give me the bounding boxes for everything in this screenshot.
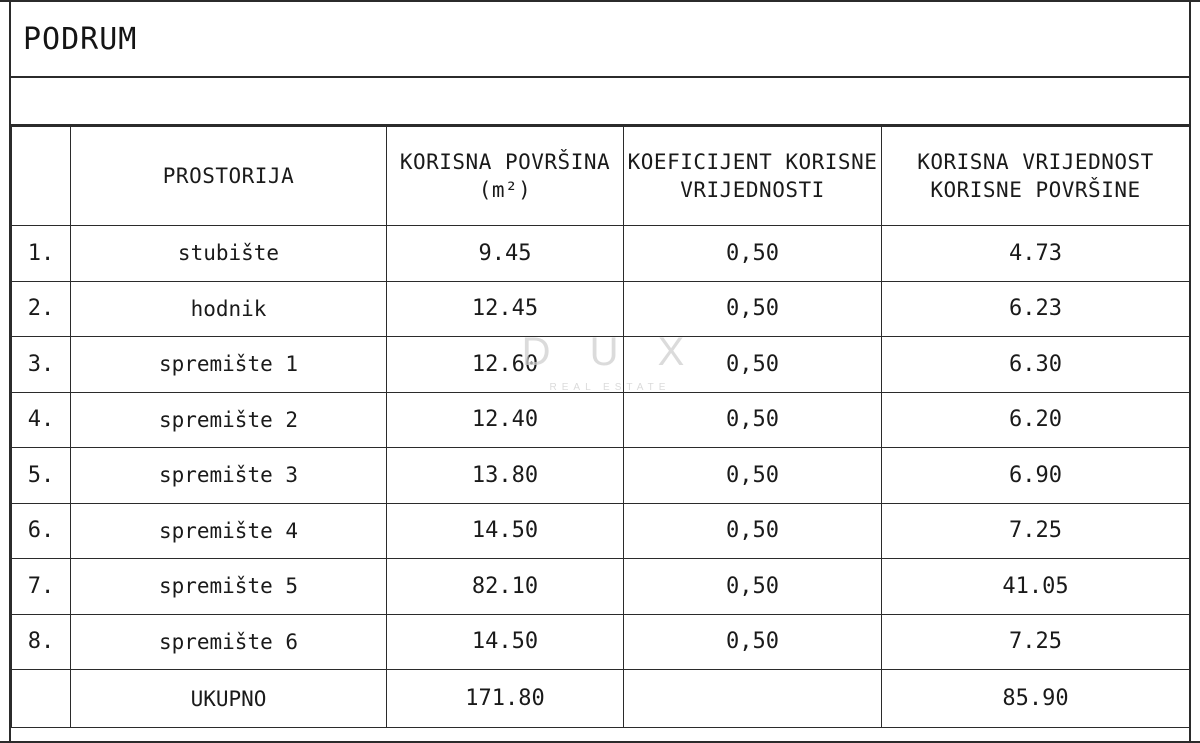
cell-area: 13.80 — [387, 448, 624, 504]
cell-area: 82.10 — [387, 559, 624, 615]
column-header-area-line1: KORISNA POVRŠINA — [399, 149, 611, 174]
table-header-row — [12, 127, 1190, 226]
cell-value: 4.73 — [882, 226, 1190, 282]
cell-index: 2. — [12, 281, 71, 337]
cell-room: spremište 4 — [71, 503, 387, 559]
table-row — [12, 337, 1190, 393]
table-body — [12, 226, 1190, 728]
table-row — [12, 614, 1190, 670]
empty-row — [11, 78, 1189, 126]
table-row — [12, 226, 1190, 282]
cell-value: 41.05 — [882, 559, 1190, 615]
cell-coefficient: 0,50 — [624, 503, 882, 559]
table-row — [12, 503, 1190, 559]
cell-room: spremište 6 — [71, 614, 387, 670]
column-header-coefficient-line1: KOEFICIJENT KORISNE — [627, 149, 878, 174]
cell-value: 6.90 — [882, 448, 1190, 504]
cell-coefficient: 0,50 — [624, 392, 882, 448]
cell-coefficient: 0,50 — [624, 559, 882, 615]
cell-index: 1. — [12, 226, 71, 282]
cell-value: 6.30 — [882, 337, 1190, 393]
cell-value: 7.25 — [882, 503, 1190, 559]
column-header-value-line1: KORISNA VRIJEDNOST — [917, 149, 1154, 174]
cell-area: 12.60 — [387, 337, 624, 393]
cell-area: 14.50 — [387, 503, 624, 559]
cell-value-total: 85.90 — [882, 670, 1190, 728]
cell-area: 12.45 — [387, 281, 624, 337]
table-row — [12, 559, 1190, 615]
column-header-coefficient-line2: VRIJEDNOSTI — [680, 178, 825, 202]
cell-area-total: 171.80 — [387, 670, 624, 728]
table-row — [12, 392, 1190, 448]
cell-index: 4. — [12, 392, 71, 448]
cell-index: 6. — [12, 503, 71, 559]
cell-value: 6.23 — [882, 281, 1190, 337]
cell-room: hodnik — [71, 281, 387, 337]
cell-index: 3. — [12, 337, 71, 393]
table-row — [12, 448, 1190, 504]
cell-room-total: UKUPNO — [71, 670, 387, 728]
cell-area: 12.40 — [387, 392, 624, 448]
table-total-row — [12, 670, 1190, 728]
cell-room: stubište — [71, 226, 387, 282]
cell-room: spremište 1 — [71, 337, 387, 393]
cell-value: 6.20 — [882, 392, 1190, 448]
column-header-index — [12, 127, 71, 226]
table-row — [12, 281, 1190, 337]
cell-room: spremište 5 — [71, 559, 387, 615]
watermark-letters: D U X — [521, 330, 699, 374]
watermark-subtitle: REAL ESTATE — [549, 382, 671, 393]
cell-index: 7. — [12, 559, 71, 615]
cell-coefficient: 0,50 — [624, 281, 882, 337]
column-header-room: PROSTORIJA — [71, 127, 387, 226]
cell-area: 14.50 — [387, 614, 624, 670]
cell-coefficient: 0,50 — [624, 448, 882, 504]
column-header-value-line2: KORISNE POVRŠINE — [930, 178, 1141, 202]
cell-index: 8. — [12, 614, 71, 670]
cell-room: spremište 3 — [71, 448, 387, 504]
cell-coefficient: 0,50 — [624, 337, 882, 393]
cell-coefficient-total — [624, 670, 882, 728]
cell-index: 5. — [12, 448, 71, 504]
column-header-area — [387, 127, 624, 226]
column-header-coefficient — [624, 127, 882, 226]
cell-coefficient: 0,50 — [624, 226, 882, 282]
cell-coefficient: 0,50 — [624, 614, 882, 670]
cell-room: spremište 2 — [71, 392, 387, 448]
cell-index-total — [12, 670, 71, 728]
page-title: PODRUM — [23, 21, 138, 57]
column-header-area-line2: (m²) — [478, 178, 532, 202]
area-calculation-table — [11, 126, 1190, 728]
column-header-value — [882, 127, 1190, 226]
title-row — [11, 2, 1189, 78]
cell-area: 9.45 — [387, 226, 624, 282]
cell-value: 7.25 — [882, 614, 1190, 670]
table-header — [12, 127, 1190, 226]
